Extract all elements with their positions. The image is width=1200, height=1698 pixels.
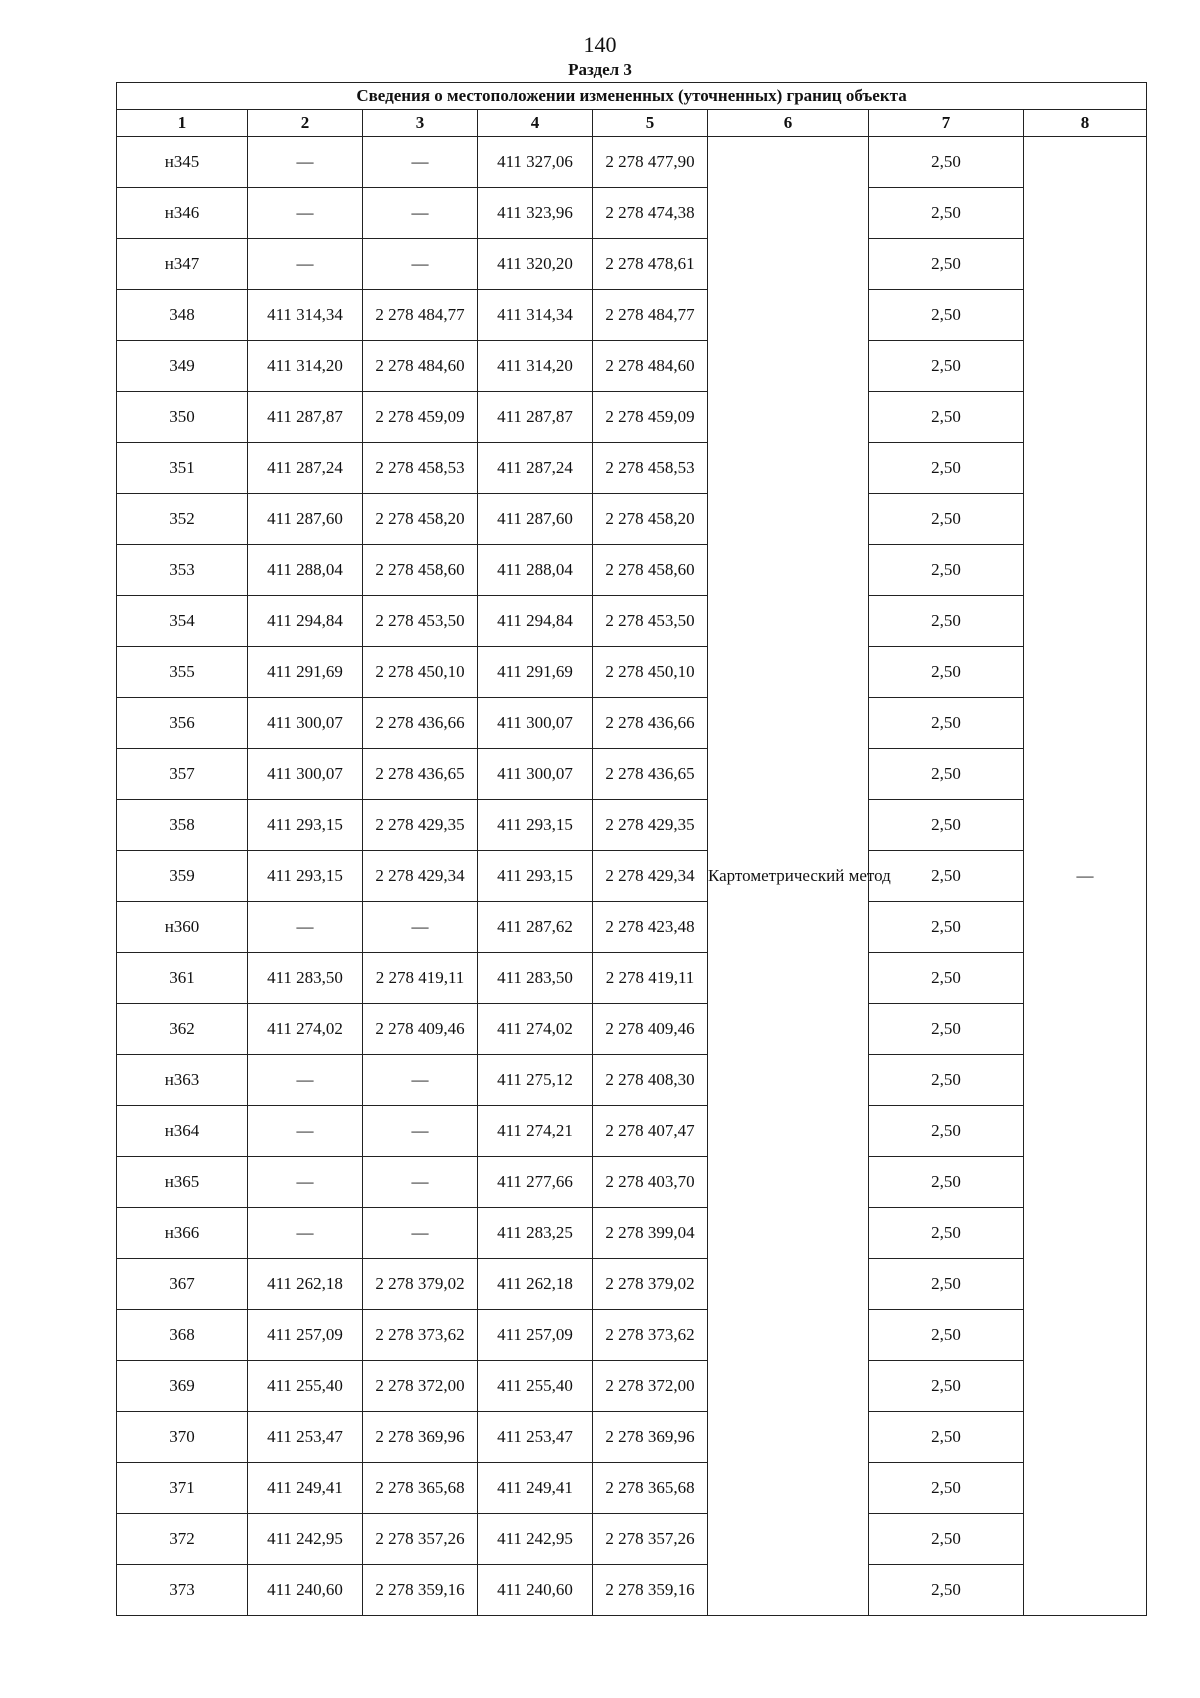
x-new-cell: 411 262,18 <box>478 1259 593 1310</box>
accuracy-cell: 2,50 <box>869 239 1024 290</box>
table-row <box>117 290 1147 341</box>
y-old-cell: — <box>363 1106 478 1157</box>
point-number-cell: 354 <box>117 596 248 647</box>
x-old-cell: 411 242,95 <box>248 1514 363 1565</box>
y-new-cell: 2 278 403,70 <box>593 1157 708 1208</box>
y-new-cell: 2 278 372,00 <box>593 1361 708 1412</box>
y-old-cell: 2 278 365,68 <box>363 1463 478 1514</box>
y-new-cell: 2 278 357,26 <box>593 1514 708 1565</box>
x-old-cell: 411 314,34 <box>248 290 363 341</box>
x-old-cell: 411 293,15 <box>248 800 363 851</box>
x-new-cell: 411 275,12 <box>478 1055 593 1106</box>
x-old-cell: 411 291,69 <box>248 647 363 698</box>
y-new-cell: 2 278 409,46 <box>593 1004 708 1055</box>
table-row <box>117 239 1147 290</box>
x-old-cell: 411 262,18 <box>248 1259 363 1310</box>
accuracy-cell: 2,50 <box>869 647 1024 698</box>
point-number-cell: н360 <box>117 902 248 953</box>
accuracy-cell: 2,50 <box>869 1463 1024 1514</box>
point-number-cell: 369 <box>117 1361 248 1412</box>
x-old-cell: 411 255,40 <box>248 1361 363 1412</box>
x-new-cell: 411 287,24 <box>478 443 593 494</box>
x-old-cell: — <box>248 1208 363 1259</box>
table-body <box>117 137 1147 1616</box>
accuracy-cell: 2,50 <box>869 392 1024 443</box>
point-number-cell: 368 <box>117 1310 248 1361</box>
column-header: 7 <box>869 110 1024 137</box>
y-old-cell: 2 278 429,34 <box>363 851 478 902</box>
x-new-cell: 411 327,06 <box>478 137 593 188</box>
y-new-cell: 2 278 453,50 <box>593 596 708 647</box>
y-old-cell: 2 278 453,50 <box>363 596 478 647</box>
page-number: 140 <box>583 32 617 57</box>
y-new-cell: 2 278 359,16 <box>593 1565 708 1616</box>
y-old-cell: — <box>363 188 478 239</box>
y-old-cell: 2 278 359,16 <box>363 1565 478 1616</box>
table-row <box>117 137 1147 188</box>
accuracy-cell: 2,50 <box>869 1208 1024 1259</box>
accuracy-cell: 2,50 <box>869 545 1024 596</box>
x-new-cell: 411 323,96 <box>478 188 593 239</box>
y-old-cell: — <box>363 137 478 188</box>
y-new-cell: 2 278 484,60 <box>593 341 708 392</box>
table-caption: Сведения о местоположении измененных (уточненных) границ объекта <box>117 83 1147 110</box>
table-row <box>117 1055 1147 1106</box>
x-old-cell: 411 293,15 <box>248 851 363 902</box>
x-new-cell: 411 240,60 <box>478 1565 593 1616</box>
x-old-cell: — <box>248 902 363 953</box>
point-number-cell: н364 <box>117 1106 248 1157</box>
y-new-cell: 2 278 458,60 <box>593 545 708 596</box>
accuracy-cell: 2,50 <box>869 494 1024 545</box>
point-number-cell: 373 <box>117 1565 248 1616</box>
point-number-cell: 362 <box>117 1004 248 1055</box>
x-new-cell: 411 277,66 <box>478 1157 593 1208</box>
y-new-cell: 2 278 365,68 <box>593 1463 708 1514</box>
table-row <box>117 341 1147 392</box>
y-old-cell: 2 278 419,11 <box>363 953 478 1004</box>
x-new-cell: 411 283,25 <box>478 1208 593 1259</box>
accuracy-cell: 2,50 <box>869 443 1024 494</box>
point-number-cell: 350 <box>117 392 248 443</box>
column-header: 2 <box>248 110 363 137</box>
point-number-cell: 372 <box>117 1514 248 1565</box>
y-new-cell: 2 278 458,20 <box>593 494 708 545</box>
table-row <box>117 494 1147 545</box>
x-new-cell: 411 253,47 <box>478 1412 593 1463</box>
table-row <box>117 596 1147 647</box>
x-new-cell: 411 300,07 <box>478 698 593 749</box>
column-header: 1 <box>117 110 248 137</box>
y-old-cell: — <box>363 1055 478 1106</box>
x-new-cell: 411 291,69 <box>478 647 593 698</box>
accuracy-cell: 2,50 <box>869 902 1024 953</box>
x-new-cell: 411 287,60 <box>478 494 593 545</box>
y-old-cell: 2 278 458,20 <box>363 494 478 545</box>
accuracy-cell: 2,50 <box>869 698 1024 749</box>
x-old-cell: — <box>248 188 363 239</box>
accuracy-cell: 2,50 <box>869 290 1024 341</box>
x-new-cell: 411 255,40 <box>478 1361 593 1412</box>
point-number-cell: 348 <box>117 290 248 341</box>
accuracy-cell: 2,50 <box>869 851 1024 902</box>
x-new-cell: 411 314,20 <box>478 341 593 392</box>
boundary-coordinates-table <box>116 82 1147 1616</box>
x-old-cell: — <box>248 1157 363 1208</box>
point-number-cell: 371 <box>117 1463 248 1514</box>
y-old-cell: 2 278 369,96 <box>363 1412 478 1463</box>
y-new-cell: 2 278 399,04 <box>593 1208 708 1259</box>
y-old-cell: 2 278 458,53 <box>363 443 478 494</box>
y-old-cell: — <box>363 1208 478 1259</box>
y-new-cell: 2 278 423,48 <box>593 902 708 953</box>
table-row <box>117 1514 1147 1565</box>
x-new-cell: 411 287,87 <box>478 392 593 443</box>
x-old-cell: 411 294,84 <box>248 596 363 647</box>
point-number-cell: 367 <box>117 1259 248 1310</box>
point-number-cell: 357 <box>117 749 248 800</box>
x-new-cell: 411 288,04 <box>478 545 593 596</box>
column-header: 5 <box>593 110 708 137</box>
point-number-cell: 351 <box>117 443 248 494</box>
point-number-cell: н363 <box>117 1055 248 1106</box>
point-number-cell: н345 <box>117 137 248 188</box>
y-old-cell: 2 278 484,60 <box>363 341 478 392</box>
y-old-cell: 2 278 484,77 <box>363 290 478 341</box>
y-old-cell: 2 278 459,09 <box>363 392 478 443</box>
x-old-cell: 411 287,60 <box>248 494 363 545</box>
y-old-cell: — <box>363 239 478 290</box>
accuracy-cell: 2,50 <box>869 1157 1024 1208</box>
y-old-cell: 2 278 373,62 <box>363 1310 478 1361</box>
accuracy-cell: 2,50 <box>869 137 1024 188</box>
table-row <box>117 953 1147 1004</box>
y-old-cell: — <box>363 1157 478 1208</box>
section-title: Раздел 3 <box>568 60 632 79</box>
y-new-cell: 2 278 459,09 <box>593 392 708 443</box>
table-row <box>117 1565 1147 1616</box>
x-new-cell: 411 294,84 <box>478 596 593 647</box>
table-row <box>117 1106 1147 1157</box>
table-row <box>117 851 1147 902</box>
column-header-row <box>117 110 1147 137</box>
y-new-cell: 2 278 373,62 <box>593 1310 708 1361</box>
table-row <box>117 545 1147 596</box>
table-row <box>117 800 1147 851</box>
x-new-cell: 411 287,62 <box>478 902 593 953</box>
x-old-cell: 411 287,24 <box>248 443 363 494</box>
accuracy-cell: 2,50 <box>869 1004 1024 1055</box>
table-row <box>117 1463 1147 1514</box>
x-old-cell: — <box>248 137 363 188</box>
x-old-cell: — <box>248 1106 363 1157</box>
x-new-cell: 411 283,50 <box>478 953 593 1004</box>
x-old-cell: 411 253,47 <box>248 1412 363 1463</box>
y-old-cell: 2 278 450,10 <box>363 647 478 698</box>
x-new-cell: 411 300,07 <box>478 749 593 800</box>
table-row <box>117 647 1147 698</box>
y-new-cell: 2 278 379,02 <box>593 1259 708 1310</box>
accuracy-cell: 2,50 <box>869 1259 1024 1310</box>
point-number-cell: н346 <box>117 188 248 239</box>
y-old-cell: 2 278 429,35 <box>363 800 478 851</box>
x-new-cell: 411 257,09 <box>478 1310 593 1361</box>
y-new-cell: 2 278 419,11 <box>593 953 708 1004</box>
x-old-cell: 411 300,07 <box>248 698 363 749</box>
point-number-cell: 359 <box>117 851 248 902</box>
accuracy-cell: 2,50 <box>869 341 1024 392</box>
accuracy-cell: 2,50 <box>869 188 1024 239</box>
point-number-cell: н366 <box>117 1208 248 1259</box>
x-old-cell: 411 300,07 <box>248 749 363 800</box>
column-header: 6 <box>708 110 869 137</box>
y-new-cell: 2 278 458,53 <box>593 443 708 494</box>
x-new-cell: 411 293,15 <box>478 851 593 902</box>
x-old-cell: 411 257,09 <box>248 1310 363 1361</box>
y-new-cell: 2 278 429,34 <box>593 851 708 902</box>
y-old-cell: 2 278 436,65 <box>363 749 478 800</box>
y-new-cell: 2 278 369,96 <box>593 1412 708 1463</box>
column-header: 4 <box>478 110 593 137</box>
point-number-cell: 355 <box>117 647 248 698</box>
table-row <box>117 188 1147 239</box>
y-new-cell: 2 278 436,65 <box>593 749 708 800</box>
x-new-cell: 411 274,21 <box>478 1106 593 1157</box>
x-old-cell: 411 314,20 <box>248 341 363 392</box>
x-old-cell: 411 283,50 <box>248 953 363 1004</box>
table-row <box>117 1004 1147 1055</box>
x-old-cell: — <box>248 1055 363 1106</box>
y-new-cell: 2 278 484,77 <box>593 290 708 341</box>
point-number-cell: 370 <box>117 1412 248 1463</box>
accuracy-cell: 2,50 <box>869 1106 1024 1157</box>
accuracy-cell: 2,50 <box>869 749 1024 800</box>
y-old-cell: 2 278 372,00 <box>363 1361 478 1412</box>
y-old-cell: 2 278 379,02 <box>363 1259 478 1310</box>
point-number-cell: 353 <box>117 545 248 596</box>
y-new-cell: 2 278 450,10 <box>593 647 708 698</box>
table-row <box>117 1412 1147 1463</box>
x-old-cell: 411 240,60 <box>248 1565 363 1616</box>
column-header: 3 <box>363 110 478 137</box>
table-row <box>117 1361 1147 1412</box>
y-new-cell: 2 278 474,38 <box>593 188 708 239</box>
y-new-cell: 2 278 429,35 <box>593 800 708 851</box>
x-new-cell: 411 293,15 <box>478 800 593 851</box>
point-number-cell: н365 <box>117 1157 248 1208</box>
x-new-cell: 411 249,41 <box>478 1463 593 1514</box>
x-old-cell: 411 288,04 <box>248 545 363 596</box>
point-number-cell: 349 <box>117 341 248 392</box>
point-number-cell: 361 <box>117 953 248 1004</box>
method-cell: Картометрический метод <box>708 137 869 1616</box>
table-row <box>117 392 1147 443</box>
x-new-cell: 411 274,02 <box>478 1004 593 1055</box>
accuracy-cell: 2,50 <box>869 1412 1024 1463</box>
y-old-cell: 2 278 357,26 <box>363 1514 478 1565</box>
accuracy-cell: 2,50 <box>869 1361 1024 1412</box>
accuracy-cell: 2,50 <box>869 1310 1024 1361</box>
y-old-cell: 2 278 458,60 <box>363 545 478 596</box>
y-new-cell: 2 278 408,30 <box>593 1055 708 1106</box>
y-new-cell: 2 278 477,90 <box>593 137 708 188</box>
table-row <box>117 698 1147 749</box>
table-row <box>117 1310 1147 1361</box>
accuracy-cell: 2,50 <box>869 1565 1024 1616</box>
y-old-cell: 2 278 436,66 <box>363 698 478 749</box>
column8-cell: — <box>1024 137 1147 1616</box>
point-number-cell: 352 <box>117 494 248 545</box>
table-row <box>117 443 1147 494</box>
accuracy-cell: 2,50 <box>869 596 1024 647</box>
column-header: 8 <box>1024 110 1147 137</box>
y-new-cell: 2 278 407,47 <box>593 1106 708 1157</box>
table-row <box>117 1259 1147 1310</box>
y-new-cell: 2 278 436,66 <box>593 698 708 749</box>
point-number-cell: н347 <box>117 239 248 290</box>
x-new-cell: 411 242,95 <box>478 1514 593 1565</box>
x-new-cell: 411 320,20 <box>478 239 593 290</box>
x-new-cell: 411 314,34 <box>478 290 593 341</box>
y-new-cell: 2 278 478,61 <box>593 239 708 290</box>
table-row <box>117 1208 1147 1259</box>
accuracy-cell: 2,50 <box>869 800 1024 851</box>
point-number-cell: 358 <box>117 800 248 851</box>
y-old-cell: — <box>363 902 478 953</box>
y-old-cell: 2 278 409,46 <box>363 1004 478 1055</box>
x-old-cell: — <box>248 239 363 290</box>
table-row <box>117 902 1147 953</box>
accuracy-cell: 2,50 <box>869 1055 1024 1106</box>
x-old-cell: 411 274,02 <box>248 1004 363 1055</box>
accuracy-cell: 2,50 <box>869 953 1024 1004</box>
table-row <box>117 1157 1147 1208</box>
x-old-cell: 411 249,41 <box>248 1463 363 1514</box>
accuracy-cell: 2,50 <box>869 1514 1024 1565</box>
point-number-cell: 356 <box>117 698 248 749</box>
x-old-cell: 411 287,87 <box>248 392 363 443</box>
table-row <box>117 749 1147 800</box>
